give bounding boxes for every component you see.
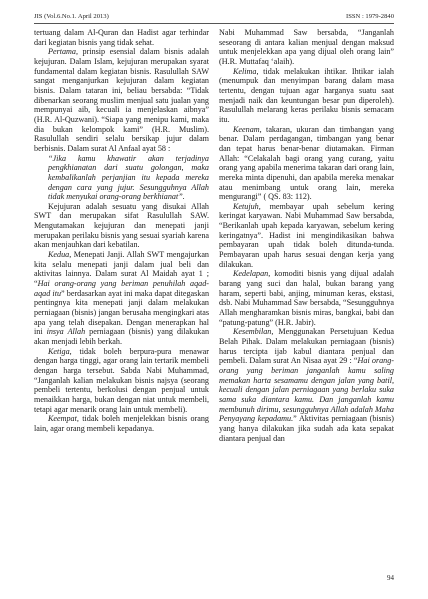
left-column — [34, 28, 209, 434]
inline-quote: Hai orang-orang yang beriman penuhilah aqad-aqad itu — [34, 279, 209, 298]
paragraph-pertama — [34, 47, 209, 153]
right-column — [219, 28, 394, 443]
point-lead: Keempat — [48, 414, 77, 424]
paragraph-keempat — [34, 414, 209, 433]
paragraph: Nabi Muhammad Saw bersabda, “Janganlah seseorang di antara kalian menjual dengan maksud untuk menjelekkan apa yang dijual oleh orang lain” (H.R. Muttafaq ‘alaih). — [219, 28, 394, 66]
page-number: 94 — [387, 574, 394, 582]
paragraph-ketujuh — [219, 202, 394, 270]
paragraph-kesembilan — [219, 327, 394, 443]
paragraph-text: , membayar upah sebelum kering keringat karyawan. Nabi Muhammad Saw bersabda, “Berikanlah upah kepada karyawan, sebelum kering keringatnya”. Hadist ini mengindikasikan bahwa pembayaran upah tidak boleh ditunda-tunda. Pembayaran upah harus sesuai dengan kerja yang dilakukan. — [219, 201, 394, 269]
quote-text: “Jika kamu khawatir akan terjadinya pengkhianatan dari suatu golongan, maka kembalikanlah perjanjian itu kepada mereka dengan cara yang jujur. Sesungguhnya Allah tidak menyukai orang-orang berkhianat”. — [48, 153, 209, 202]
inline-italic: insya Allah — [46, 327, 86, 337]
paragraph-text: , Menggunakan Persetujuan Kedua Belah Pihak. Dalam melakukan perniagaan (bisnis) harus tercipta ijab kabul diantara penjual dan pembeli. Dalam surat An Nisaa ayat 29 : “ — [219, 327, 394, 366]
paragraph-text: ” berdasarkan ayat ini maka dapat ditegaskan pentingnya kita menepati janji dalam melakukan perniagaan (bisnis) jangan berusaha mengingkari atas apa yang telah disepakan. Dengan menerapkan hal ini — [34, 288, 210, 337]
point-lead: Ketiga — [48, 346, 70, 356]
paragraph-text: , tidak melakukan ihtikar. Ihtikar ialah (menumpuk dan menyimpan barang dalam masa tertentu, dengan tujuan agar harganya suatu saat menjadi naik dan keuntungan besar pun diperoleh). Rasulullah melarang keras perilaku bisnis semacam itu. — [219, 66, 394, 124]
point-lead: Keenam — [233, 124, 260, 134]
paragraph-text: perniagaan (bisnis) yang dilakukan akan menjadi lebih berkah. — [34, 327, 210, 346]
paragraph: tertuang dalam Al-Quran dan Hadist agar terhindar dari kegiatan bisnis yang tidak sehat. — [34, 28, 209, 47]
paragraph-kelima — [219, 67, 394, 125]
point-lead: Kesembilan — [233, 327, 272, 337]
point-lead: Pertama — [48, 47, 76, 57]
paragraph: Kejujuran adalah sesuatu yang disukai Allah SWT dan merupakan sifat Rasulullah SAW. Mengutamakan kejujuran dan menepati janji merupakan perilaku bisnis yang sesuai syariah karena akan menjauhkan dari kebatilan. — [34, 201, 209, 250]
point-lead: Kedua — [48, 250, 70, 260]
paragraph-text: , takaran, ukuran dan timbangan yang benar. Dalam perdagangan, timbangan yang benar dan tepat harus benar-benar diutamakan. Firman Allah: “Celakalah bagi orang yang curang, yaitu orang yang apabila menerima takaran dari orang lain, mereka minta dipenuhi, dan apabila mereka menakar atau menimbang untuk orang lain, mereka mengurangi” ( QS. 83: 112). — [219, 124, 394, 202]
paragraph-text: , tidak boleh berpura-pura menawar dengan harga tinggi, agar orang lain tertarik membeli dengan harga tersebut. Sabda Nabi Muhammad, “Janganlah kalian melakukan bisnis najsya (seorang pembeli tertentu, berkolusi dengan penjual untuk menaikkan harga, bukan dengan niat untuk membeli, tetapi agar menarik orang lain untuk membeli). — [34, 346, 209, 414]
paragraph-ketiga — [34, 347, 209, 415]
running-header — [34, 13, 394, 21]
paragraph-text: , tidak boleh menjelekkan bisnis orang lain, agar orang membeli kepadanya. — [34, 414, 209, 433]
paragraph-text: , Menepati Janji. Allah SWT mengajurkan kita selalu menepati janji dalam jual beli dan aktivitas lainnya. Dalam surat Al Maidah ayat 1 ; “ — [34, 250, 209, 289]
quran-quote — [34, 154, 209, 202]
paragraph-text: , prinsip esensial dalam bisnis adalah kejujuran. Dalam Islam, kejujuran merupakan syarat fundamental dalam kegiatan bisnis. Rasulullah SAW sangat menganjurkan kejujuran dalam kegiatan bisnis. Dalam tataran ini, beliau bersabda: “Tidak dibenarkan seorang muslim menjual satu jualan yang mempunyai aib, kecuali ia menjelaskan aibnya” (H.R. Al-Quzwani). “Siapa yang menipu kami, maka dia bukan kelompok kami” (H.R. Muslim). Rasulullah sendiri selalu bersikap jujur dalam berbisnis. Dalam surat Al Anfaal ayat 58 : — [34, 47, 209, 153]
issn-label: ISSN : 1979-2840 — [346, 13, 394, 20]
journal-citation: JIS (Vol.6.No.1. April 2013) — [34, 13, 109, 20]
point-lead: Kedelapan — [233, 269, 269, 279]
paragraph-kedua — [34, 250, 209, 347]
paragraph-keenam — [219, 125, 394, 202]
header-rule — [34, 23, 394, 24]
paragraph-text: ” Aktivitas perniagaan (bisnis) yang hanya dilakukan jika sudah ada kata sepakat diantara penjual dan — [219, 414, 394, 443]
paragraph-kedelapan — [219, 269, 394, 327]
point-lead: Kelima — [233, 66, 257, 76]
paragraph-text: , komoditi bisnis yang dijual adalah barang yang suci dan halal, bukan barang yang haram, seperti babi, anjing, minuman keras, ekstasi, dsb. Nabi Muhammad Saw bersabda, “Sesungguhnya Allah mengharamkan bisnis miras, bangkai, babi dan “patung-patung” (H.R. Jabir). — [219, 269, 394, 327]
inline-quote: Hai orang-orang yang beriman janganlah kamu saling memakan harta sesamamu dengan jalan yang batil, kecuali dengan jalan perniagaan yang berlaku suka sama suka diantara kamu. Dan janganlah kamu membunuh dirimu, sesungguhnya Allah adalah Maha Penyayang kepadamu. — [219, 356, 395, 424]
point-lead: Ketujuh — [233, 201, 259, 211]
